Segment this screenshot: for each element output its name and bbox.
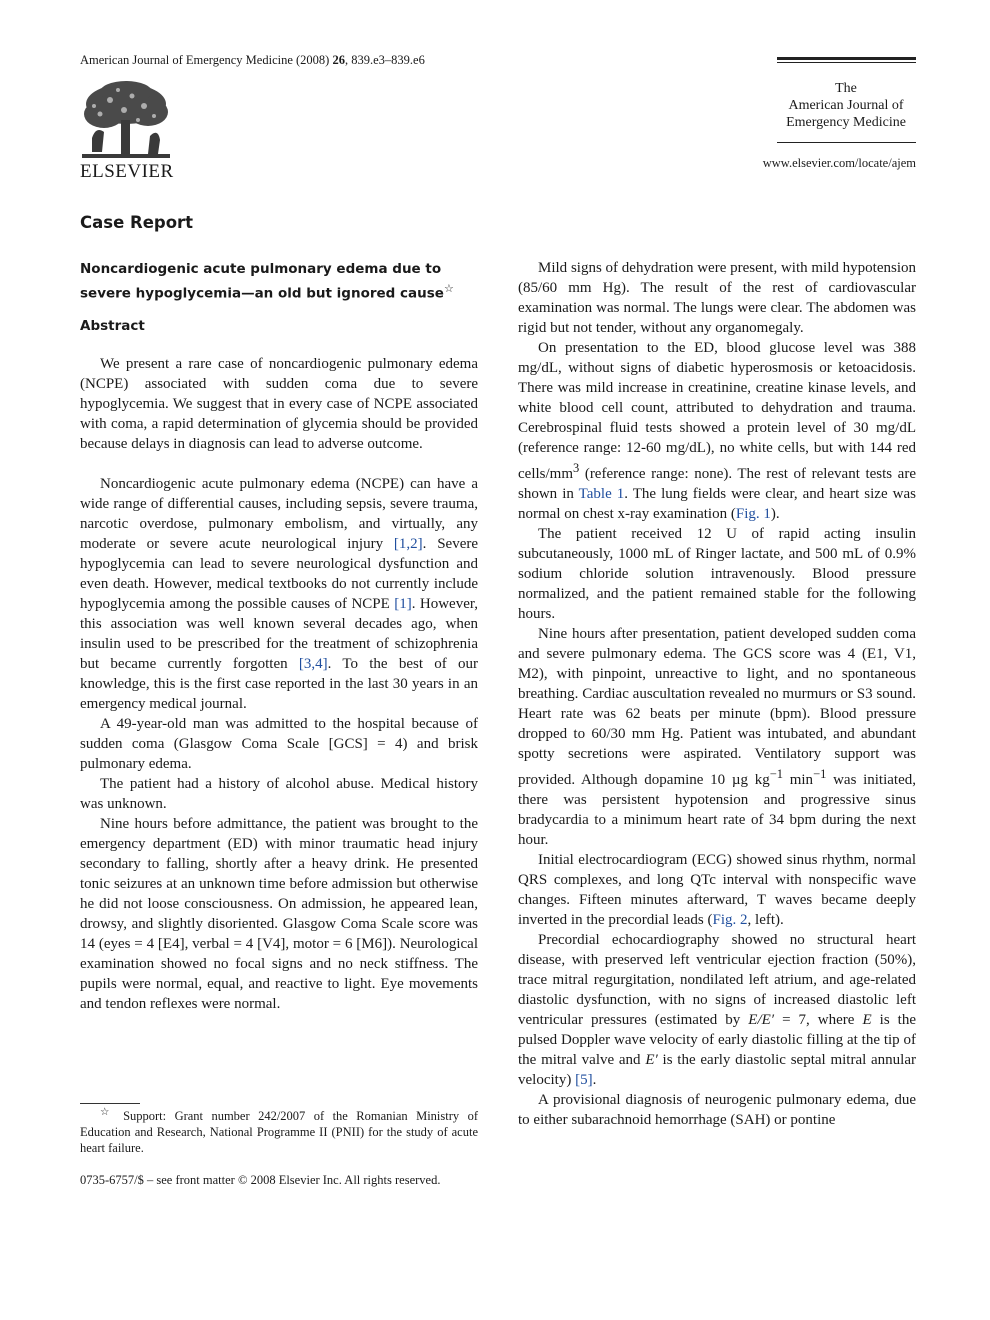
journal-url[interactable]: www.elsevier.com/locate/ajem	[762, 156, 916, 170]
body-paragraph: Nine hours before admittance, the patient was brought to the emergency department (ED) with minor traumatic head injury secondary to falling, shortly after a heavy drink. He presented tonic seizures at an unknown time before admission but otherwise he did not loose consciousness. On admission, he appeared lean, drowsy, and slightly disoriented. Glasgow Coma Scale score was 14 (eyes = 4 [E4], verbal = 4 [V4], motor = 6 [M6]). Neurological examination showed no focal signs and no neck stiffness. The pupils were normal, equal, and reactive to light. Eye movements and tendon reflexes were normal.	[80, 816, 478, 1012]
journal-name-line: The	[835, 81, 857, 96]
journal-citation: American Journal of Emergency Medicine (2008) 26, 839.e3–839.e6	[80, 53, 425, 67]
funding-footnote: ☆ Support: Grant number 242/2007 of the Romanian Ministry of Education and Research, National Programme II (PNII) for the study of acute heart failure.	[80, 1107, 478, 1156]
figure-link[interactable]: Fig. 1	[735, 506, 771, 522]
article-title: Noncardiogenic acute pulmonary edema due to severe hypoglycemia—an old but ignored cause☆	[80, 261, 454, 302]
reference-link[interactable]: [1,2]	[393, 536, 423, 552]
right-column	[518, 258, 916, 1130]
header-rule-thick	[777, 57, 916, 60]
body-paragraph: A 49-year-old man was admitted to the hospital because of sudden coma (Glasgow Coma Scale [GCS] = 4) and brisk pulmonary edema.	[80, 716, 478, 772]
body-paragraph: A provisional diagnosis of neurogenic pulmonary edema, due to either subarachnoid hemorrhage (SAH) or pontine	[518, 1092, 916, 1128]
body-paragraph: The patient had a history of alcohol abuse. Medical history was unknown.	[80, 776, 478, 812]
reference-link[interactable]: [5]	[575, 1072, 593, 1088]
header-rule-bottom	[777, 142, 916, 143]
journal-name	[770, 80, 922, 131]
header-rule-thin	[777, 62, 916, 63]
footnote-rule	[80, 1103, 140, 1104]
left-column	[80, 354, 478, 1014]
figure-link[interactable]: Fig. 2	[712, 912, 748, 928]
body-paragraph: Nine hours after presentation, patient developed sudden coma and severe pulmonary edema. The GCS score was 4 (E1, V1, M2), with pinpoint, unreactive to light, and no spontaneous breathing. Cardiac auscultation revealed no murmurs or S3 sound. Heart rate was 62 beats per minute (bpm). Blood pressure dropped to 60/30 mm Hg. Patient was intubated, and abundant spotty secretions were aspirated. Ventilatory support was provided. Although dopamine 10 µg $kg^{-1}$ $\min^{-1}$ was initiated, there was persistent hypotension and progressive sinus bradycardia to a minimum heart rate of 34 bpm during the next hour.	[518, 626, 917, 848]
body-paragraph: On presentation to the ED, blood glucose level was 388 mg/dL, without signs of diabetic hyperosmosis or ketoacidosis. There was mild increase in creatinine, creatine kinase levels, and white blood cell count, attributed to dehydration and trauma. Cerebrospinal fluid tests showed a protein level of 30 mg/dL (reference range: 12-60 mg/dL), no white cells, but with 144 red cells/$mm^3$ (reference range: none). The rest of relevant tests are shown in Table 1. The lung fields were clear, and heart size was normal on chest x-ray examination (Fig. 1).	[518, 340, 916, 522]
copyright-line: 0735-6757/$ – see front matter © 2008 Elsevier Inc. All rights reserved.	[80, 1173, 441, 1187]
reference-link[interactable]: [3,4]	[298, 656, 328, 672]
body-paragraph: The patient received 12 U of rapid acting insulin subcutaneously, 1000 mL of Ringer lactate, and 500 mL of 0.9% sodium chloride solution intravenously. Blood pressure normalized, and the patient remained stable for the following hours.	[518, 526, 916, 622]
footnote-mark[interactable]: ☆	[443, 282, 454, 295]
body-paragraph: Noncardiogenic acute pulmonary edema (NCPE) can have a wide range of differential causes, including sepsis, severe trauma, narcotic overdose, pulmonary embolism, and virtually, any moderate or severe acute neurological injury [1,2]. Severe hypoglycemia can lead to severe neurological dysfunction and even death. However, medical textbooks do not currently include hypoglycemia among the possible causes of NCPE [1]. However, this association was well known several decades ago, when insulin used to be prescribed for the treatment of schizophrenia but became currently forgotten [3,4]. To the best of our knowledge, this is the first case reported in the last 30 years in an emergency medical journal.	[80, 476, 479, 712]
reference-link[interactable]: [1]	[394, 596, 412, 612]
abstract-heading: Abstract	[80, 318, 145, 334]
section-type: Case Report	[80, 213, 194, 232]
journal-name-line: American Journal of	[788, 98, 904, 113]
table-link[interactable]: Table 1	[578, 486, 625, 502]
body-paragraph: Initial electrocardiogram (ECG) showed sinus rhythm, normal QRS complexes, and long QTc interval with nonspecific wave changes. Fifteen minutes afterward, T waves became deeply inverted in the precordial leads (Fig. 2, left).	[518, 852, 916, 928]
abstract-text: We present a rare case of noncardiogenic pulmonary edema (NCPE) associated with sudden coma due to severe hypoglycemia. We suggest that in every case of NCPE associated with coma, a rapid determination of glycemia should be provided because delays in diagnosis can lead to adverse outcome.	[80, 356, 478, 452]
body-paragraph: Mild signs of dehydration were present, with mild hypotension (85/60 mm Hg). The result of the rest of cardiovascular examination was normal. The lungs were clear. The abdomen was rigid but not tender, without any organomegaly.	[518, 260, 916, 336]
footnote-mark: ☆	[100, 1107, 115, 1118]
publisher-name: ELSEVIER	[80, 161, 174, 182]
body-paragraph: Precordial echocardiography showed no structural heart disease, with preserved left ventricular ejection fraction (50%), trace mitral regurgitation, nondilated left atrium, and age-related diastolic dysfunction, with no signs of increased diastolic left ventricular pressures (estimated by E/E′ = 7, where E is the pulsed Doppler wave velocity of early diastolic filling at the tip of the mitral valve and E′ is the early diastolic septal mitral annular velocity) [5].	[518, 932, 917, 1088]
journal-name-line: Emergency Medicine	[786, 115, 906, 130]
